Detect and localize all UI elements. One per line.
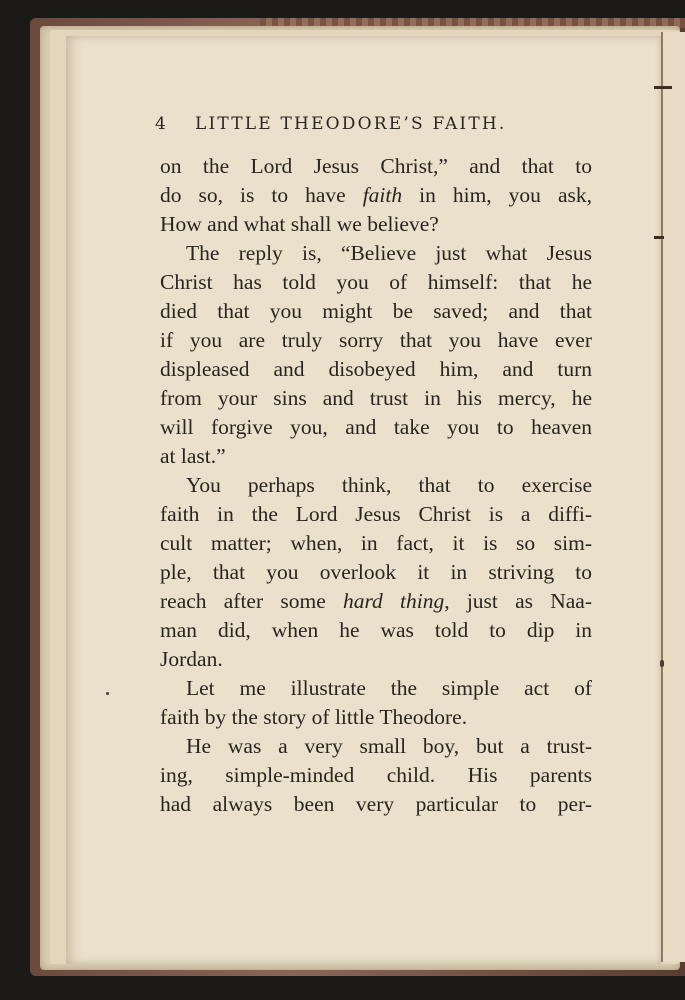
text-line: at last.” bbox=[160, 444, 226, 468]
text-line: reach after some hard thing, just as Naa- bbox=[160, 589, 592, 613]
text-line: ing, simple-minded child. His parents bbox=[160, 763, 592, 787]
text-line: Jordan. bbox=[160, 647, 223, 671]
body-text bbox=[160, 152, 592, 819]
running-title: LITTLE THEODORE’S FAITH. bbox=[195, 114, 507, 134]
text-line: Christ has told you of himself: that he bbox=[160, 270, 592, 294]
text-line: displeased and disobeyed him, and turn bbox=[160, 357, 592, 381]
running-header bbox=[155, 114, 555, 134]
text-line: if you are truly sorry that you have ever bbox=[160, 328, 592, 352]
paper-speck bbox=[660, 660, 664, 667]
text-line: ple, that you overlook it in striving to bbox=[160, 560, 592, 584]
facing-page-edge bbox=[661, 32, 685, 962]
italic-phrase: hard thing bbox=[342, 589, 445, 613]
page-edge-mark bbox=[654, 236, 664, 239]
paper-speck bbox=[106, 692, 109, 695]
text-line: How and what shall we believe? bbox=[160, 212, 439, 236]
text-line: man did, when he was told to dip in bbox=[160, 618, 592, 642]
text-line: had always been very particular to per- bbox=[160, 792, 592, 816]
text-line: Let me illustrate the simple act of bbox=[186, 676, 592, 700]
italic-word: faith bbox=[362, 183, 403, 207]
text-line: on the Lord Jesus Christ,” and that to bbox=[160, 154, 592, 178]
text-line: will forgive you, and take you to heaven bbox=[160, 415, 592, 439]
text-line: faith by the story of little Theodore. bbox=[160, 705, 468, 729]
text-line: The reply is, “Believe just what Jesus bbox=[186, 241, 592, 265]
text-line: cult matter; when, in fact, it is so sim- bbox=[160, 531, 592, 555]
text-line: faith in the Lord Jesus Christ is a diffi- bbox=[160, 502, 592, 526]
text-line: died that you might be saved; and that bbox=[160, 299, 592, 323]
text-line: He was a very small boy, but a trust- bbox=[186, 734, 592, 758]
text-line: You perhaps think, that to exercise bbox=[186, 473, 592, 497]
page-number: 4 bbox=[155, 114, 169, 134]
page-edge-mark bbox=[654, 86, 672, 89]
text-line: from your sins and trust in his mercy, he bbox=[160, 386, 592, 410]
text-line: do so, is to have faith in him, you ask, bbox=[160, 183, 592, 207]
